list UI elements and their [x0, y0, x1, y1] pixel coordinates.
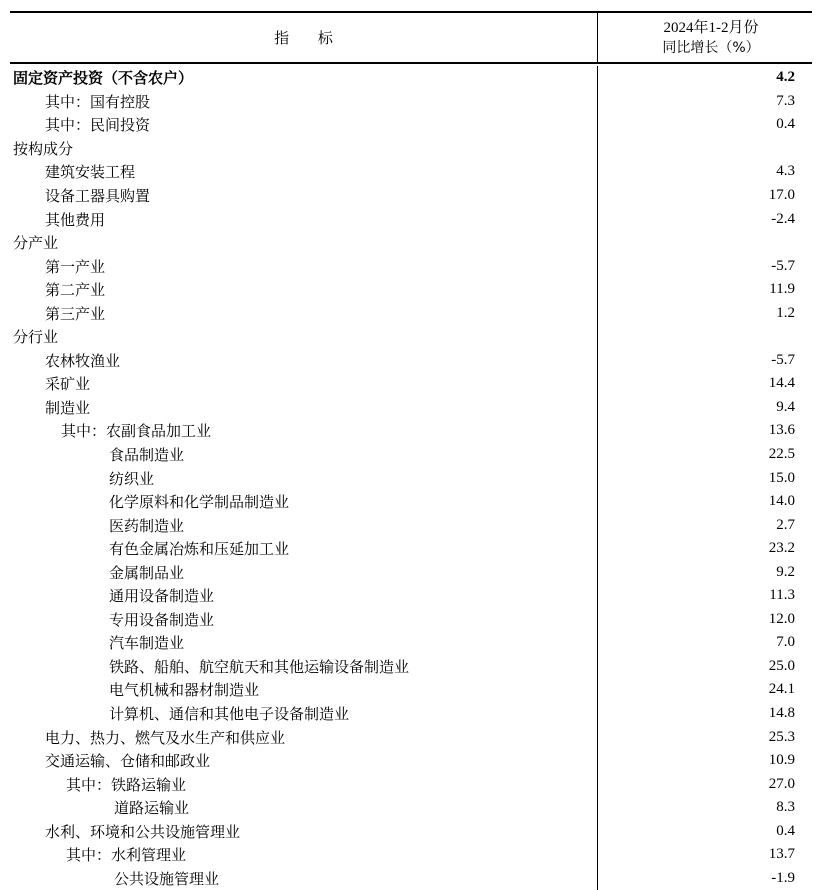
row-label: 设备工器具购置: [10, 184, 598, 208]
row-value: 7.3: [776, 92, 795, 109]
table-row: [10, 796, 812, 820]
table-row: [10, 113, 812, 137]
row-label: 电气机械和器材制造业: [10, 678, 598, 702]
table-row: [10, 137, 812, 161]
row-label: 其他费用: [10, 207, 598, 231]
table-row: [10, 254, 812, 278]
row-value: 2.7: [776, 516, 795, 533]
row-value: 0.4: [776, 822, 795, 839]
row-value: 17.0: [768, 187, 795, 203]
table-row: [10, 490, 812, 514]
row-label: 其中：铁路运输业: [10, 772, 598, 796]
fixed-asset-investment-table: [10, 11, 812, 890]
table-row: [10, 772, 812, 796]
row-label: 医药制造业: [10, 513, 598, 537]
table-row: [10, 396, 812, 420]
row-label: 其中：国有控股: [10, 90, 598, 114]
table-row: [10, 64, 812, 90]
table-row: [10, 443, 812, 467]
row-value: 10.9: [768, 752, 795, 769]
row-label: 计算机、通信和其他电子设备制造业: [10, 702, 598, 726]
row-label: 化学原料和化学制品制造业: [10, 490, 598, 514]
row-value: 9.4: [776, 398, 795, 415]
row-value: 13.6: [768, 422, 795, 439]
table-row: [10, 820, 812, 844]
row-label: 采矿业: [10, 372, 598, 396]
row-value: 1.2: [776, 304, 795, 321]
row-value: 15.0: [768, 469, 795, 486]
table-row: [10, 560, 812, 584]
row-value: 14.8: [768, 705, 795, 722]
table-row: [10, 631, 812, 655]
row-label: 其中：农副食品加工业: [10, 419, 598, 443]
row-label: 建筑安装工程: [10, 160, 598, 184]
row-label: 固定资产投资（不含农户）: [10, 66, 598, 90]
row-value: -5.7: [771, 351, 795, 368]
table-row: [10, 325, 812, 349]
row-label: 第一产业: [10, 254, 598, 278]
row-label: 电力、热力、燃气及水生产和供应业: [10, 725, 598, 749]
row-label: 铁路、船舶、航空航天和其他运输设备制造业: [10, 655, 598, 679]
table-row: [10, 702, 812, 726]
row-value: 11.9: [769, 281, 795, 298]
table-row: [10, 678, 812, 702]
row-value: 12.0: [768, 610, 795, 627]
row-value: 13.7: [768, 846, 795, 863]
row-label: 按构成分: [10, 137, 598, 161]
table-row: [10, 207, 812, 231]
row-value: 27.0: [768, 775, 795, 792]
table-row: [10, 725, 812, 749]
table-row: [10, 372, 812, 396]
row-label: 金属制品业: [10, 560, 598, 584]
table-row: [10, 608, 812, 632]
table-body: [10, 64, 812, 890]
row-value: 23.2: [768, 540, 795, 557]
row-label: 其中：民间投资: [10, 113, 598, 137]
table-header: [10, 11, 812, 64]
row-label: 道路运输业: [10, 796, 598, 820]
row-label: 第二产业: [10, 278, 598, 302]
row-label: 第三产业: [10, 301, 598, 325]
table-row: [10, 867, 812, 890]
row-label: 其中：水利管理业: [10, 843, 598, 867]
row-label: 纺织业: [10, 466, 598, 490]
row-label: 交通运输、仓储和邮政业: [10, 749, 598, 773]
table-row: [10, 537, 812, 561]
table-row: [10, 749, 812, 773]
row-value: -1.9: [771, 869, 795, 886]
row-value: 24.1: [768, 681, 795, 698]
row-label: 分行业: [10, 325, 598, 349]
table-row: [10, 466, 812, 490]
table-row: [10, 419, 812, 443]
row-label: 公共设施管理业: [10, 867, 598, 890]
row-label: 水利、环境和公共设施管理业: [10, 820, 598, 844]
row-value: 8.3: [776, 799, 795, 816]
row-value: 0.4: [776, 116, 795, 133]
row-value: 4.3: [776, 163, 795, 180]
table-row: [10, 513, 812, 537]
row-label: 制造业: [10, 396, 598, 420]
row-value: -5.7: [771, 257, 795, 274]
table-row: [10, 231, 812, 255]
row-value: -2.4: [771, 210, 795, 227]
growth-label: 同比增长（%）: [662, 39, 760, 56]
row-value: 14.4: [768, 375, 795, 392]
table-row: [10, 184, 812, 208]
table-row: [10, 349, 812, 373]
row-value: 7.0: [776, 634, 795, 651]
row-label: 食品制造业: [10, 443, 598, 467]
table-row: [10, 278, 812, 302]
row-value: 22.5: [768, 446, 795, 463]
table-row: [10, 160, 812, 184]
row-label: 专用设备制造业: [10, 608, 598, 632]
row-value: 9.2: [776, 563, 795, 580]
indicator-column-header: 指 标: [10, 13, 598, 62]
row-value: 25.3: [768, 728, 795, 745]
value-column-header: [598, 13, 812, 62]
row-value: 11.3: [769, 587, 795, 604]
row-label: 汽车制造业: [10, 631, 598, 655]
table-row: [10, 655, 812, 679]
table-row: [10, 584, 812, 608]
table-row: [10, 843, 812, 867]
row-label: 通用设备制造业: [10, 584, 598, 608]
row-label: 分产业: [10, 231, 598, 255]
row-value: 25.0: [768, 657, 795, 674]
table-row: [10, 301, 812, 325]
period-label: 2024年1-2月份: [663, 19, 759, 36]
row-label: 有色金属冶炼和压延加工业: [10, 537, 598, 561]
row-value: 4.2: [776, 69, 795, 86]
row-label: 农林牧渔业: [10, 349, 598, 373]
row-value: 14.0: [768, 493, 795, 510]
table-row: [10, 90, 812, 114]
